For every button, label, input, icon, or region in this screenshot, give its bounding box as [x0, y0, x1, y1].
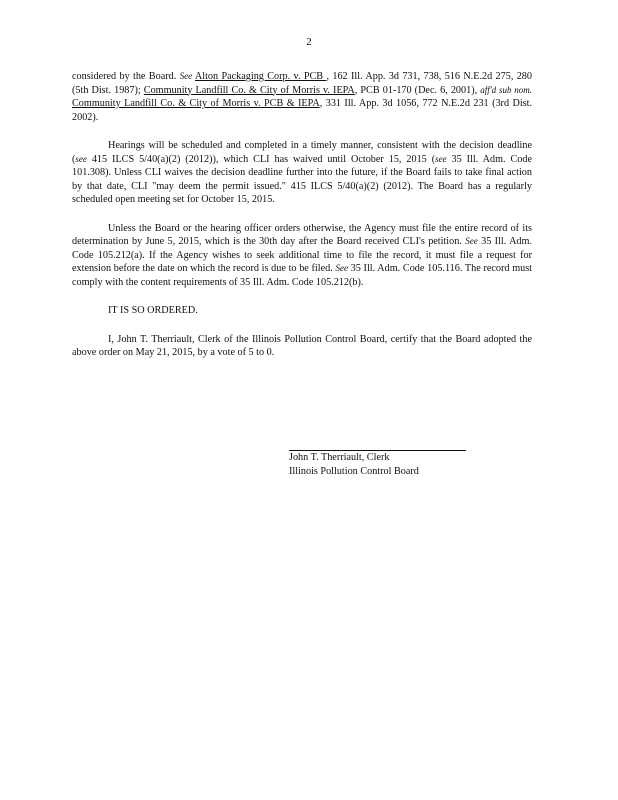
- paragraph-hearings: [72, 139, 532, 207]
- para1-text-3: , PCB 01-170 (Dec. 6, 2001),: [354, 84, 481, 96]
- signature-name: John T. Therriault, Clerk: [289, 452, 390, 463]
- para2-text-1: Hearings will be scheduled and completed in a timely manner, consistent with the decision deadline (: [72, 140, 532, 165]
- para1-see-signal: See: [179, 71, 193, 81]
- page-number: 2: [306, 36, 312, 48]
- para3-see-signal-2: See: [335, 263, 348, 273]
- order-body: [72, 70, 532, 375]
- signature-block: [289, 451, 419, 478]
- case-citation-community-landfill-pcb: Community Landfill Co. & City of Morris v. PCB & IEPA: [72, 98, 320, 109]
- so-ordered-line: IT IS SO ORDERED.: [108, 305, 198, 316]
- para2-see-signal-1: see: [75, 153, 87, 164]
- affd-signal: aff'd sub nom.: [480, 84, 532, 95]
- case-citation-alton: Alton Packaging Corp. v. PCB: [194, 71, 327, 82]
- signature-organization: Illinois Pollution Control Board: [289, 465, 419, 477]
- para3-text-2: 35 Ill. Adm. Code 105.212(a). If the Agency wishes to seek additional time to file the record, it must file a request for extension before the date on which the record is due to be filed.: [72, 236, 533, 274]
- certification-paragraph: I, John T. Therriault, Clerk of the Illinois Pollution Control Board, certify that the Board adopted the above order on May 21, 2015, by a vote of 5 to 0.: [72, 333, 532, 358]
- para2-see-signal-2: see: [435, 153, 447, 164]
- para2-text-2: 415 ILCS 5/40(a)(2) (2012)), which CLI has waived until October 15, 2015 (: [86, 153, 436, 165]
- para3-see-signal-1: See: [465, 236, 478, 246]
- para1-text-1: considered by the Board.: [72, 71, 180, 82]
- para1-text-2: , 162 Ill. App. 3d 731, 738, 516 N.E.2d 275, 280 (5th Dist. 1987);: [72, 71, 532, 96]
- paragraph-record: [72, 222, 532, 290]
- para1-text-5: , 331 Ill. App. 3d 1056, 772 N.E.2d 231 (3rd Dist. 2002).: [72, 98, 532, 123]
- case-citation-community-landfill-iepa: Community Landfill Co. & City of Morris v. IEPA: [143, 84, 355, 96]
- para3-text-3: 35 Ill. Adm. Code 105.116. The record must comply with the content requirements of 35 Ill. Adm. Code 105.212(b).: [72, 263, 533, 288]
- para3-text-1: Unless the Board or the hearing officer orders otherwise, the Agency must file the entire record of its determination by June 5, 2015, which is the 30th day after the Board received CLI's petition.: [72, 222, 532, 247]
- para2-text-3: 35 Ill. Adm. Code 101.308). Unless CLI waives the decision deadline further into the future, if the Board fails to take final action by that date, CLI "may deem the permit issued." 415 ILCS 5/40(a)(2) (2012). The Board has a regularly scheduled open meeting set for October 15, 2015.: [72, 153, 532, 205]
- paragraph-precedent: [72, 70, 532, 124]
